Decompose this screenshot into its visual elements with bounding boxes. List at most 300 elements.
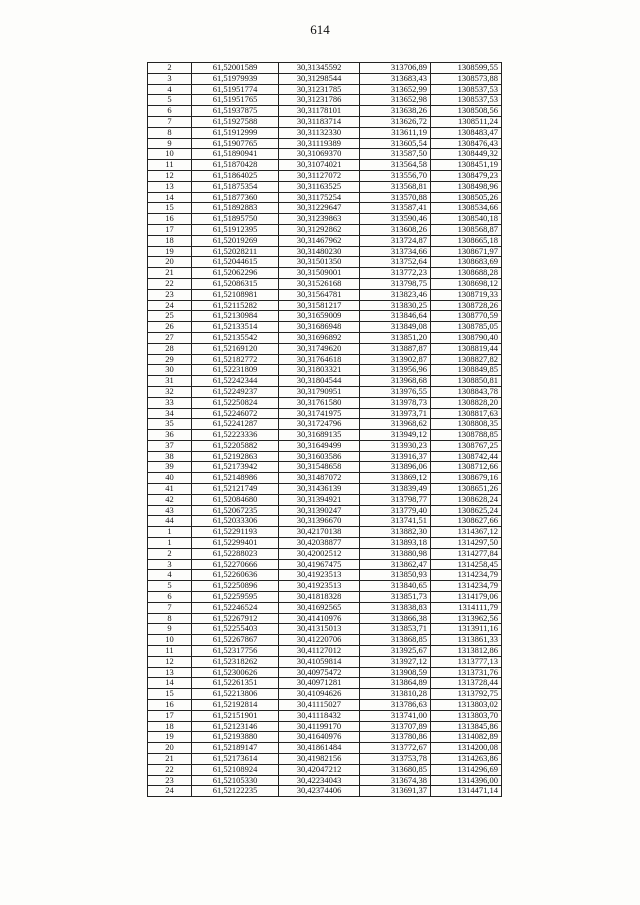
latitude-cell: 61,51864025 [192,170,279,181]
y-coordinate-cell: 1313911,16 [431,624,502,635]
y-coordinate-cell: 1314296,69 [431,764,502,775]
point-number-cell: 26 [148,322,192,333]
table-row [148,754,502,765]
y-coordinate-cell: 1308476,43 [431,138,502,149]
point-number-cell: 35 [148,419,192,430]
point-number-cell: 12 [148,656,192,667]
x-coordinate-cell: 313674,38 [360,775,431,786]
latitude-cell: 61,52267912 [192,613,279,624]
table-row [148,116,502,127]
point-number-cell: 14 [148,192,192,203]
table-row [148,311,502,322]
point-number-cell: 36 [148,430,192,441]
point-number-cell: 3 [148,559,192,570]
x-coordinate-cell: 313864,89 [360,678,431,689]
longitude-cell: 30,31292862 [279,224,360,235]
y-coordinate-cell: 1308742,44 [431,451,502,462]
latitude-cell: 61,52241287 [192,419,279,430]
table-row [148,635,502,646]
page-number: 614 [310,22,330,37]
longitude-cell: 30,31436139 [279,484,360,495]
point-number-cell: 15 [148,203,192,214]
longitude-cell: 30,41923513 [279,581,360,592]
longitude-cell: 30,31127072 [279,170,360,181]
x-coordinate-cell: 313853,71 [360,624,431,635]
point-number-cell: 10 [148,635,192,646]
point-number-cell: 28 [148,343,192,354]
longitude-cell: 30,41315013 [279,624,360,635]
latitude-cell: 61,52193880 [192,732,279,743]
table-row [148,95,502,106]
point-number-cell: 31 [148,376,192,387]
x-coordinate-cell: 313887,87 [360,343,431,354]
point-number-cell: 37 [148,440,192,451]
x-coordinate-cell: 313587,41 [360,203,431,214]
point-number-cell: 25 [148,311,192,322]
latitude-cell: 61,52033306 [192,516,279,527]
latitude-cell: 61,52259595 [192,592,279,603]
table-row [148,732,502,743]
longitude-cell: 30,31581217 [279,300,360,311]
latitude-cell: 61,52123146 [192,721,279,732]
x-coordinate-cell: 313968,62 [360,419,431,430]
table-row [148,181,502,192]
x-coordinate-cell: 313753,78 [360,754,431,765]
latitude-cell: 61,52189147 [192,743,279,754]
x-coordinate-cell: 313869,12 [360,473,431,484]
table-row [148,192,502,203]
x-coordinate-cell: 313851,20 [360,332,431,343]
x-coordinate-cell: 313823,46 [360,289,431,300]
table-row [148,559,502,570]
x-coordinate-cell: 313849,08 [360,322,431,333]
table-row [148,419,502,430]
x-coordinate-cell: 313893,18 [360,538,431,549]
longitude-cell: 30,41220706 [279,635,360,646]
y-coordinate-cell: 1308508,56 [431,106,502,117]
table-row [148,343,502,354]
point-number-cell: 8 [148,613,192,624]
table-row [148,268,502,279]
latitude-cell: 61,52133514 [192,322,279,333]
latitude-cell: 61,52261351 [192,678,279,689]
y-coordinate-cell: 1308785,05 [431,322,502,333]
x-coordinate-cell: 313570,88 [360,192,431,203]
longitude-cell: 30,31803321 [279,365,360,376]
longitude-cell: 30,31804544 [279,376,360,387]
latitude-cell: 61,51937875 [192,106,279,117]
y-coordinate-cell: 1308449,32 [431,149,502,160]
latitude-cell: 61,51895750 [192,214,279,225]
table-row [148,743,502,754]
table-row [148,667,502,678]
table-row [148,235,502,246]
x-coordinate-cell: 313868,85 [360,635,431,646]
y-coordinate-cell: 1313861,33 [431,635,502,646]
longitude-cell: 30,41923513 [279,570,360,581]
table-row [148,581,502,592]
point-number-cell: 20 [148,257,192,268]
point-number-cell: 18 [148,721,192,732]
table-row [148,451,502,462]
y-coordinate-cell: 1314111,79 [431,602,502,613]
point-number-cell: 44 [148,516,192,527]
point-number-cell: 12 [148,170,192,181]
y-coordinate-cell: 1313777,13 [431,656,502,667]
y-coordinate-cell: 1314277,84 [431,548,502,559]
latitude-cell: 61,52182772 [192,354,279,365]
y-coordinate-cell: 1314082,89 [431,732,502,743]
longitude-cell: 30,31603586 [279,451,360,462]
latitude-cell: 61,52135542 [192,332,279,343]
y-coordinate-cell: 1308712,66 [431,462,502,473]
x-coordinate-cell: 313652,99 [360,84,431,95]
latitude-cell: 61,52105330 [192,775,279,786]
y-coordinate-cell: 1308819,44 [431,343,502,354]
x-coordinate-cell: 313880,98 [360,548,431,559]
x-coordinate-cell: 313978,73 [360,397,431,408]
table-row [148,700,502,711]
y-coordinate-cell: 1308790,40 [431,332,502,343]
x-coordinate-cell: 313683,43 [360,73,431,84]
longitude-cell: 30,41127012 [279,646,360,657]
table-row [148,354,502,365]
x-coordinate-cell: 313707,89 [360,721,431,732]
longitude-cell: 30,41692565 [279,602,360,613]
latitude-cell: 61,52300626 [192,667,279,678]
x-coordinate-cell: 313780,86 [360,732,431,743]
latitude-cell: 61,52151901 [192,710,279,721]
x-coordinate-cell: 313564,58 [360,160,431,171]
table-row [148,656,502,667]
y-coordinate-cell: 1308808,35 [431,419,502,430]
latitude-cell: 61,51927588 [192,116,279,127]
latitude-cell: 61,52246524 [192,602,279,613]
y-coordinate-cell: 1308483,47 [431,127,502,138]
point-number-cell: 24 [148,786,192,797]
point-number-cell: 9 [148,138,192,149]
table-row [148,300,502,311]
latitude-cell: 61,52086315 [192,278,279,289]
point-number-cell: 16 [148,214,192,225]
point-number-cell: 27 [148,332,192,343]
latitude-cell: 61,51951774 [192,84,279,95]
y-coordinate-cell: 1308843,78 [431,386,502,397]
y-coordinate-cell: 1308599,55 [431,63,502,74]
y-coordinate-cell: 1308688,28 [431,268,502,279]
point-number-cell: 32 [148,386,192,397]
point-number-cell: 1 [148,538,192,549]
y-coordinate-cell: 1308817,63 [431,408,502,419]
longitude-cell: 30,42170138 [279,527,360,538]
table-row [148,322,502,333]
longitude-cell: 30,41861484 [279,743,360,754]
point-number-cell: 20 [148,743,192,754]
y-coordinate-cell: 1308498,96 [431,181,502,192]
latitude-cell: 61,52213806 [192,689,279,700]
table-row [148,721,502,732]
x-coordinate-cell: 313772,67 [360,743,431,754]
longitude-cell: 30,31345592 [279,63,360,74]
coordinates-table [147,62,502,797]
point-number-cell: 21 [148,754,192,765]
x-coordinate-cell: 313851,73 [360,592,431,603]
point-number-cell: 23 [148,775,192,786]
y-coordinate-cell: 1308627,66 [431,516,502,527]
y-coordinate-cell: 1308479,23 [431,170,502,181]
y-coordinate-cell: 1314200,08 [431,743,502,754]
point-number-cell: 7 [148,116,192,127]
latitude-cell: 61,52084680 [192,494,279,505]
longitude-cell: 30,31659009 [279,311,360,322]
point-number-cell: 13 [148,181,192,192]
table-row [148,246,502,257]
point-number-cell: 5 [148,95,192,106]
longitude-cell: 30,31175254 [279,192,360,203]
coordinates-table-body [148,63,502,797]
y-coordinate-cell: 1308651,26 [431,484,502,495]
table-row [148,203,502,214]
y-coordinate-cell: 1308511,24 [431,116,502,127]
table-row [148,430,502,441]
latitude-cell: 61,52249237 [192,386,279,397]
table-row [148,170,502,181]
longitude-cell: 30,31724796 [279,419,360,430]
x-coordinate-cell: 313896,06 [360,462,431,473]
longitude-cell: 30,31178101 [279,106,360,117]
point-number-cell: 6 [148,592,192,603]
latitude-cell: 61,52231809 [192,365,279,376]
x-coordinate-cell: 313590,46 [360,214,431,225]
point-number-cell: 10 [148,149,192,160]
longitude-cell: 30,42234043 [279,775,360,786]
latitude-cell: 61,51912999 [192,127,279,138]
latitude-cell: 61,51951765 [192,95,279,106]
latitude-cell: 61,52288023 [192,548,279,559]
y-coordinate-cell: 1308728,26 [431,300,502,311]
longitude-cell: 30,31686948 [279,322,360,333]
latitude-cell: 61,52044615 [192,257,279,268]
table-row [148,149,502,160]
latitude-cell: 61,52108924 [192,764,279,775]
y-coordinate-cell: 1313731,76 [431,667,502,678]
latitude-cell: 61,51907765 [192,138,279,149]
x-coordinate-cell: 313786,63 [360,700,431,711]
y-coordinate-cell: 1314367,12 [431,527,502,538]
table-row [148,613,502,624]
longitude-cell: 30,41118432 [279,710,360,721]
latitude-cell: 61,52121749 [192,484,279,495]
longitude-cell: 30,31689135 [279,430,360,441]
latitude-cell: 61,52270666 [192,559,279,570]
longitude-cell: 30,41967475 [279,559,360,570]
point-number-cell: 4 [148,570,192,581]
x-coordinate-cell: 313680,85 [360,764,431,775]
table-row [148,397,502,408]
table-row [148,214,502,225]
y-coordinate-cell: 1314263,86 [431,754,502,765]
table-row [148,505,502,516]
y-coordinate-cell: 1308849,85 [431,365,502,376]
longitude-cell: 30,41410976 [279,613,360,624]
longitude-cell: 30,31231785 [279,84,360,95]
point-number-cell: 22 [148,764,192,775]
point-number-cell: 33 [148,397,192,408]
y-coordinate-cell: 1313728,44 [431,678,502,689]
table-row [148,624,502,635]
point-number-cell: 34 [148,408,192,419]
point-number-cell: 30 [148,365,192,376]
y-coordinate-cell: 1308828,20 [431,397,502,408]
x-coordinate-cell: 313741,00 [360,710,431,721]
longitude-cell: 30,42047212 [279,764,360,775]
table-row [148,224,502,235]
longitude-cell: 30,31696892 [279,332,360,343]
latitude-cell: 61,52250824 [192,397,279,408]
point-number-cell: 21 [148,268,192,279]
point-number-cell: 6 [148,106,192,117]
latitude-cell: 61,52255403 [192,624,279,635]
longitude-cell: 30,31749620 [279,343,360,354]
latitude-cell: 61,52130984 [192,311,279,322]
latitude-cell: 61,51979939 [192,73,279,84]
y-coordinate-cell: 1308788,85 [431,430,502,441]
y-coordinate-cell: 1308767,25 [431,440,502,451]
latitude-cell: 61,51892883 [192,203,279,214]
point-number-cell: 8 [148,127,192,138]
longitude-cell: 30,41115027 [279,700,360,711]
y-coordinate-cell: 1308505,26 [431,192,502,203]
latitude-cell: 61,52246072 [192,408,279,419]
latitude-cell: 61,52267867 [192,635,279,646]
y-coordinate-cell: 1308698,12 [431,278,502,289]
x-coordinate-cell: 313798,75 [360,278,431,289]
longitude-cell: 30,41199170 [279,721,360,732]
x-coordinate-cell: 313608,26 [360,224,431,235]
table-row [148,484,502,495]
longitude-cell: 30,31526168 [279,278,360,289]
y-coordinate-cell: 1314179,06 [431,592,502,603]
y-coordinate-cell: 1313845,86 [431,721,502,732]
point-number-cell: 41 [148,484,192,495]
x-coordinate-cell: 313779,40 [360,505,431,516]
table-row [148,473,502,484]
point-number-cell: 16 [148,700,192,711]
y-coordinate-cell: 1314234,79 [431,581,502,592]
x-coordinate-cell: 313976,55 [360,386,431,397]
longitude-cell: 30,31501350 [279,257,360,268]
table-row [148,127,502,138]
x-coordinate-cell: 313840,65 [360,581,431,592]
y-coordinate-cell: 1308628,24 [431,494,502,505]
x-coordinate-cell: 313908,59 [360,667,431,678]
y-coordinate-cell: 1308665,18 [431,235,502,246]
y-coordinate-cell: 1308625,24 [431,505,502,516]
longitude-cell: 30,31764618 [279,354,360,365]
point-number-cell: 39 [148,462,192,473]
table-row [148,516,502,527]
y-coordinate-cell: 1308679,16 [431,473,502,484]
x-coordinate-cell: 313587,50 [360,149,431,160]
longitude-cell: 30,31298544 [279,73,360,84]
x-coordinate-cell: 313734,66 [360,246,431,257]
longitude-cell: 30,41982156 [279,754,360,765]
latitude-cell: 61,52169120 [192,343,279,354]
point-number-cell: 29 [148,354,192,365]
x-coordinate-cell: 313772,23 [360,268,431,279]
y-coordinate-cell: 1313792,75 [431,689,502,700]
longitude-cell: 30,42002512 [279,548,360,559]
x-coordinate-cell: 313839,49 [360,484,431,495]
y-coordinate-cell: 1308534,66 [431,203,502,214]
table-row [148,646,502,657]
point-number-cell: 2 [148,63,192,74]
x-coordinate-cell: 313611,19 [360,127,431,138]
latitude-cell: 61,52019269 [192,235,279,246]
table-row [148,494,502,505]
latitude-cell: 61,52062296 [192,268,279,279]
point-number-cell: 3 [148,73,192,84]
longitude-cell: 30,31183714 [279,116,360,127]
x-coordinate-cell: 313605,54 [360,138,431,149]
table-row [148,786,502,797]
point-number-cell: 19 [148,246,192,257]
table-row [148,376,502,387]
x-coordinate-cell: 313949,12 [360,430,431,441]
longitude-cell: 30,42374406 [279,786,360,797]
point-number-cell: 17 [148,224,192,235]
longitude-cell: 30,31119389 [279,138,360,149]
longitude-cell: 30,40975472 [279,667,360,678]
table-row [148,678,502,689]
latitude-cell: 61,52242344 [192,376,279,387]
x-coordinate-cell: 313846,64 [360,311,431,322]
table-row [148,289,502,300]
longitude-cell: 30,31509001 [279,268,360,279]
x-coordinate-cell: 313568,81 [360,181,431,192]
longitude-cell: 30,31396670 [279,516,360,527]
x-coordinate-cell: 313752,64 [360,257,431,268]
latitude-cell: 61,51877360 [192,192,279,203]
x-coordinate-cell: 313866,38 [360,613,431,624]
y-coordinate-cell: 1308537,53 [431,95,502,106]
table-row [148,764,502,775]
latitude-cell: 61,52001589 [192,63,279,74]
longitude-cell: 30,31487072 [279,473,360,484]
latitude-cell: 61,52115282 [192,300,279,311]
longitude-cell: 30,41094626 [279,689,360,700]
longitude-cell: 30,41818328 [279,592,360,603]
x-coordinate-cell: 313652,98 [360,95,431,106]
y-coordinate-cell: 1308827,82 [431,354,502,365]
point-number-cell: 22 [148,278,192,289]
x-coordinate-cell: 313691,37 [360,786,431,797]
x-coordinate-cell: 313916,37 [360,451,431,462]
latitude-cell: 61,51870428 [192,160,279,171]
table-row [148,386,502,397]
x-coordinate-cell: 313626,72 [360,116,431,127]
x-coordinate-cell: 313902,87 [360,354,431,365]
longitude-cell: 30,42038877 [279,538,360,549]
x-coordinate-cell: 313724,87 [360,235,431,246]
point-number-cell: 42 [148,494,192,505]
longitude-cell: 30,31132330 [279,127,360,138]
table-row [148,527,502,538]
latitude-cell: 61,52173614 [192,754,279,765]
y-coordinate-cell: 1308573,88 [431,73,502,84]
y-coordinate-cell: 1308537,53 [431,84,502,95]
longitude-cell: 30,31069370 [279,149,360,160]
